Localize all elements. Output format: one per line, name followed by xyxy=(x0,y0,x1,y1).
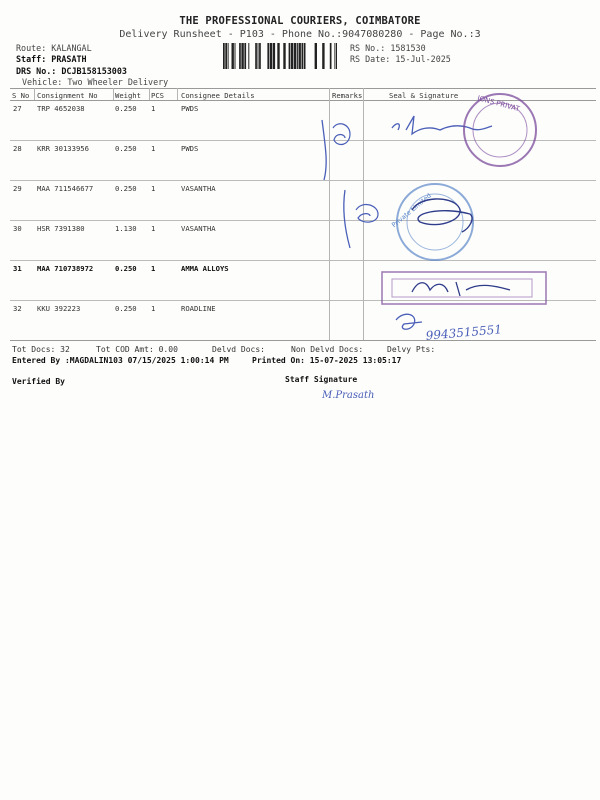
svg-text:IONS PRIVAT: IONS PRIVAT xyxy=(476,94,521,114)
delivered-docs: Delvd Docs: xyxy=(212,345,265,354)
drs-number: DRS No.: DCJB158153003 xyxy=(16,66,127,76)
printed-on: Printed On: 15-07-2025 13:05:17 xyxy=(252,356,402,365)
verified-by-label: Verified By xyxy=(12,377,65,386)
row-sno: 31 xyxy=(13,264,22,273)
staff-handwritten-signature: M.Prasath xyxy=(322,390,375,401)
row-pcs: 1 xyxy=(151,184,156,193)
row-pcs: 1 xyxy=(151,144,156,153)
total-docs: Tot Docs: 32 xyxy=(12,345,70,354)
row-weight: 0.250 xyxy=(115,104,137,113)
col-header-consignee: Consignee Details xyxy=(181,91,255,100)
col-header-seal-signature: Seal & Signature xyxy=(389,91,459,100)
row-weight: 1.130 xyxy=(115,224,137,233)
remark-tick-mark xyxy=(322,120,326,180)
staff-signature-label: Staff Signature xyxy=(285,375,358,384)
remark-initials xyxy=(333,124,350,145)
row-sno: 27 xyxy=(13,104,22,113)
row-consignee: VASANTHA xyxy=(181,184,216,193)
remark-initials xyxy=(356,204,378,222)
row-consignee: AMMA ALLOYS xyxy=(181,264,229,273)
rs-date: RS Date: 15-Jul-2025 xyxy=(350,54,451,64)
signature-row-27 xyxy=(392,116,492,134)
row-sno: 29 xyxy=(13,184,22,193)
row-pcs: 1 xyxy=(151,104,156,113)
row-consignee: PWDS xyxy=(181,144,199,153)
row-consignment: HSR 7391380 xyxy=(37,224,85,233)
row-sno: 30 xyxy=(13,224,22,233)
delivery-points: Delvy Pts: xyxy=(387,345,436,354)
remark-tick-mark xyxy=(344,190,350,248)
row-pcs: 1 xyxy=(151,304,156,313)
row-consignee: VASANTHA xyxy=(181,224,216,233)
row-consignment: MAA 711546677 xyxy=(37,184,94,193)
rectangular-stamp xyxy=(382,272,546,304)
col-header-consignment: Consignment No xyxy=(37,91,98,100)
rs-number: RS No.: 1581530 xyxy=(350,43,426,53)
col-header-weight: Weight xyxy=(115,91,141,100)
col-header-sno: S No xyxy=(12,91,30,100)
row-weight: 0.250 xyxy=(115,144,137,153)
row-consignment: KKU 392223 xyxy=(37,304,81,313)
row-consignee: PWDS xyxy=(181,104,199,113)
col-header-pcs: PCS xyxy=(151,91,164,100)
non-delivered-docs: Non Delvd Docs: xyxy=(291,345,364,354)
row-consignment: KRR 30133956 xyxy=(37,144,89,153)
signature-row-32 xyxy=(396,314,422,329)
row-sno: 32 xyxy=(13,304,22,313)
svg-text:Private Limited: Private Limited xyxy=(390,191,433,230)
row-weight: 0.250 xyxy=(115,184,137,193)
route-label: Route: KALANGAL xyxy=(16,43,92,53)
row-weight: 0.250 xyxy=(115,264,137,273)
row-pcs: 1 xyxy=(151,224,156,233)
row-consignment: TRP 4652038 xyxy=(37,104,85,113)
row-weight: 0.250 xyxy=(115,304,137,313)
company-title: THE PROFESSIONAL COURIERS, COIMBATORE xyxy=(179,15,421,27)
row-sno: 28 xyxy=(13,144,22,153)
row-pcs: 1 xyxy=(151,264,156,273)
handwritten-phone: 9943515551 xyxy=(425,322,503,343)
company-seal-stamp-blue xyxy=(390,184,473,260)
vehicle-label: Vehicle: Two Wheeler Delivery xyxy=(22,77,169,87)
col-header-remarks: Remarks xyxy=(332,91,363,100)
row-consignee: ROADLINE xyxy=(181,304,216,313)
runsheet-subtitle: Delivery Runsheet - P103 - Phone No.:9047080280 - Page No.:3 xyxy=(119,29,481,40)
entered-by: Entered By :MAGDALIN103 07/15/2025 1:00:14 PM xyxy=(12,356,229,365)
row-consignment: MAA 710738972 xyxy=(37,264,94,273)
total-cod-amount: Tot COD Amt: 0.00 xyxy=(96,345,178,354)
staff-label: Staff: PRASATH xyxy=(16,54,87,64)
signature-row-31 xyxy=(412,282,510,296)
